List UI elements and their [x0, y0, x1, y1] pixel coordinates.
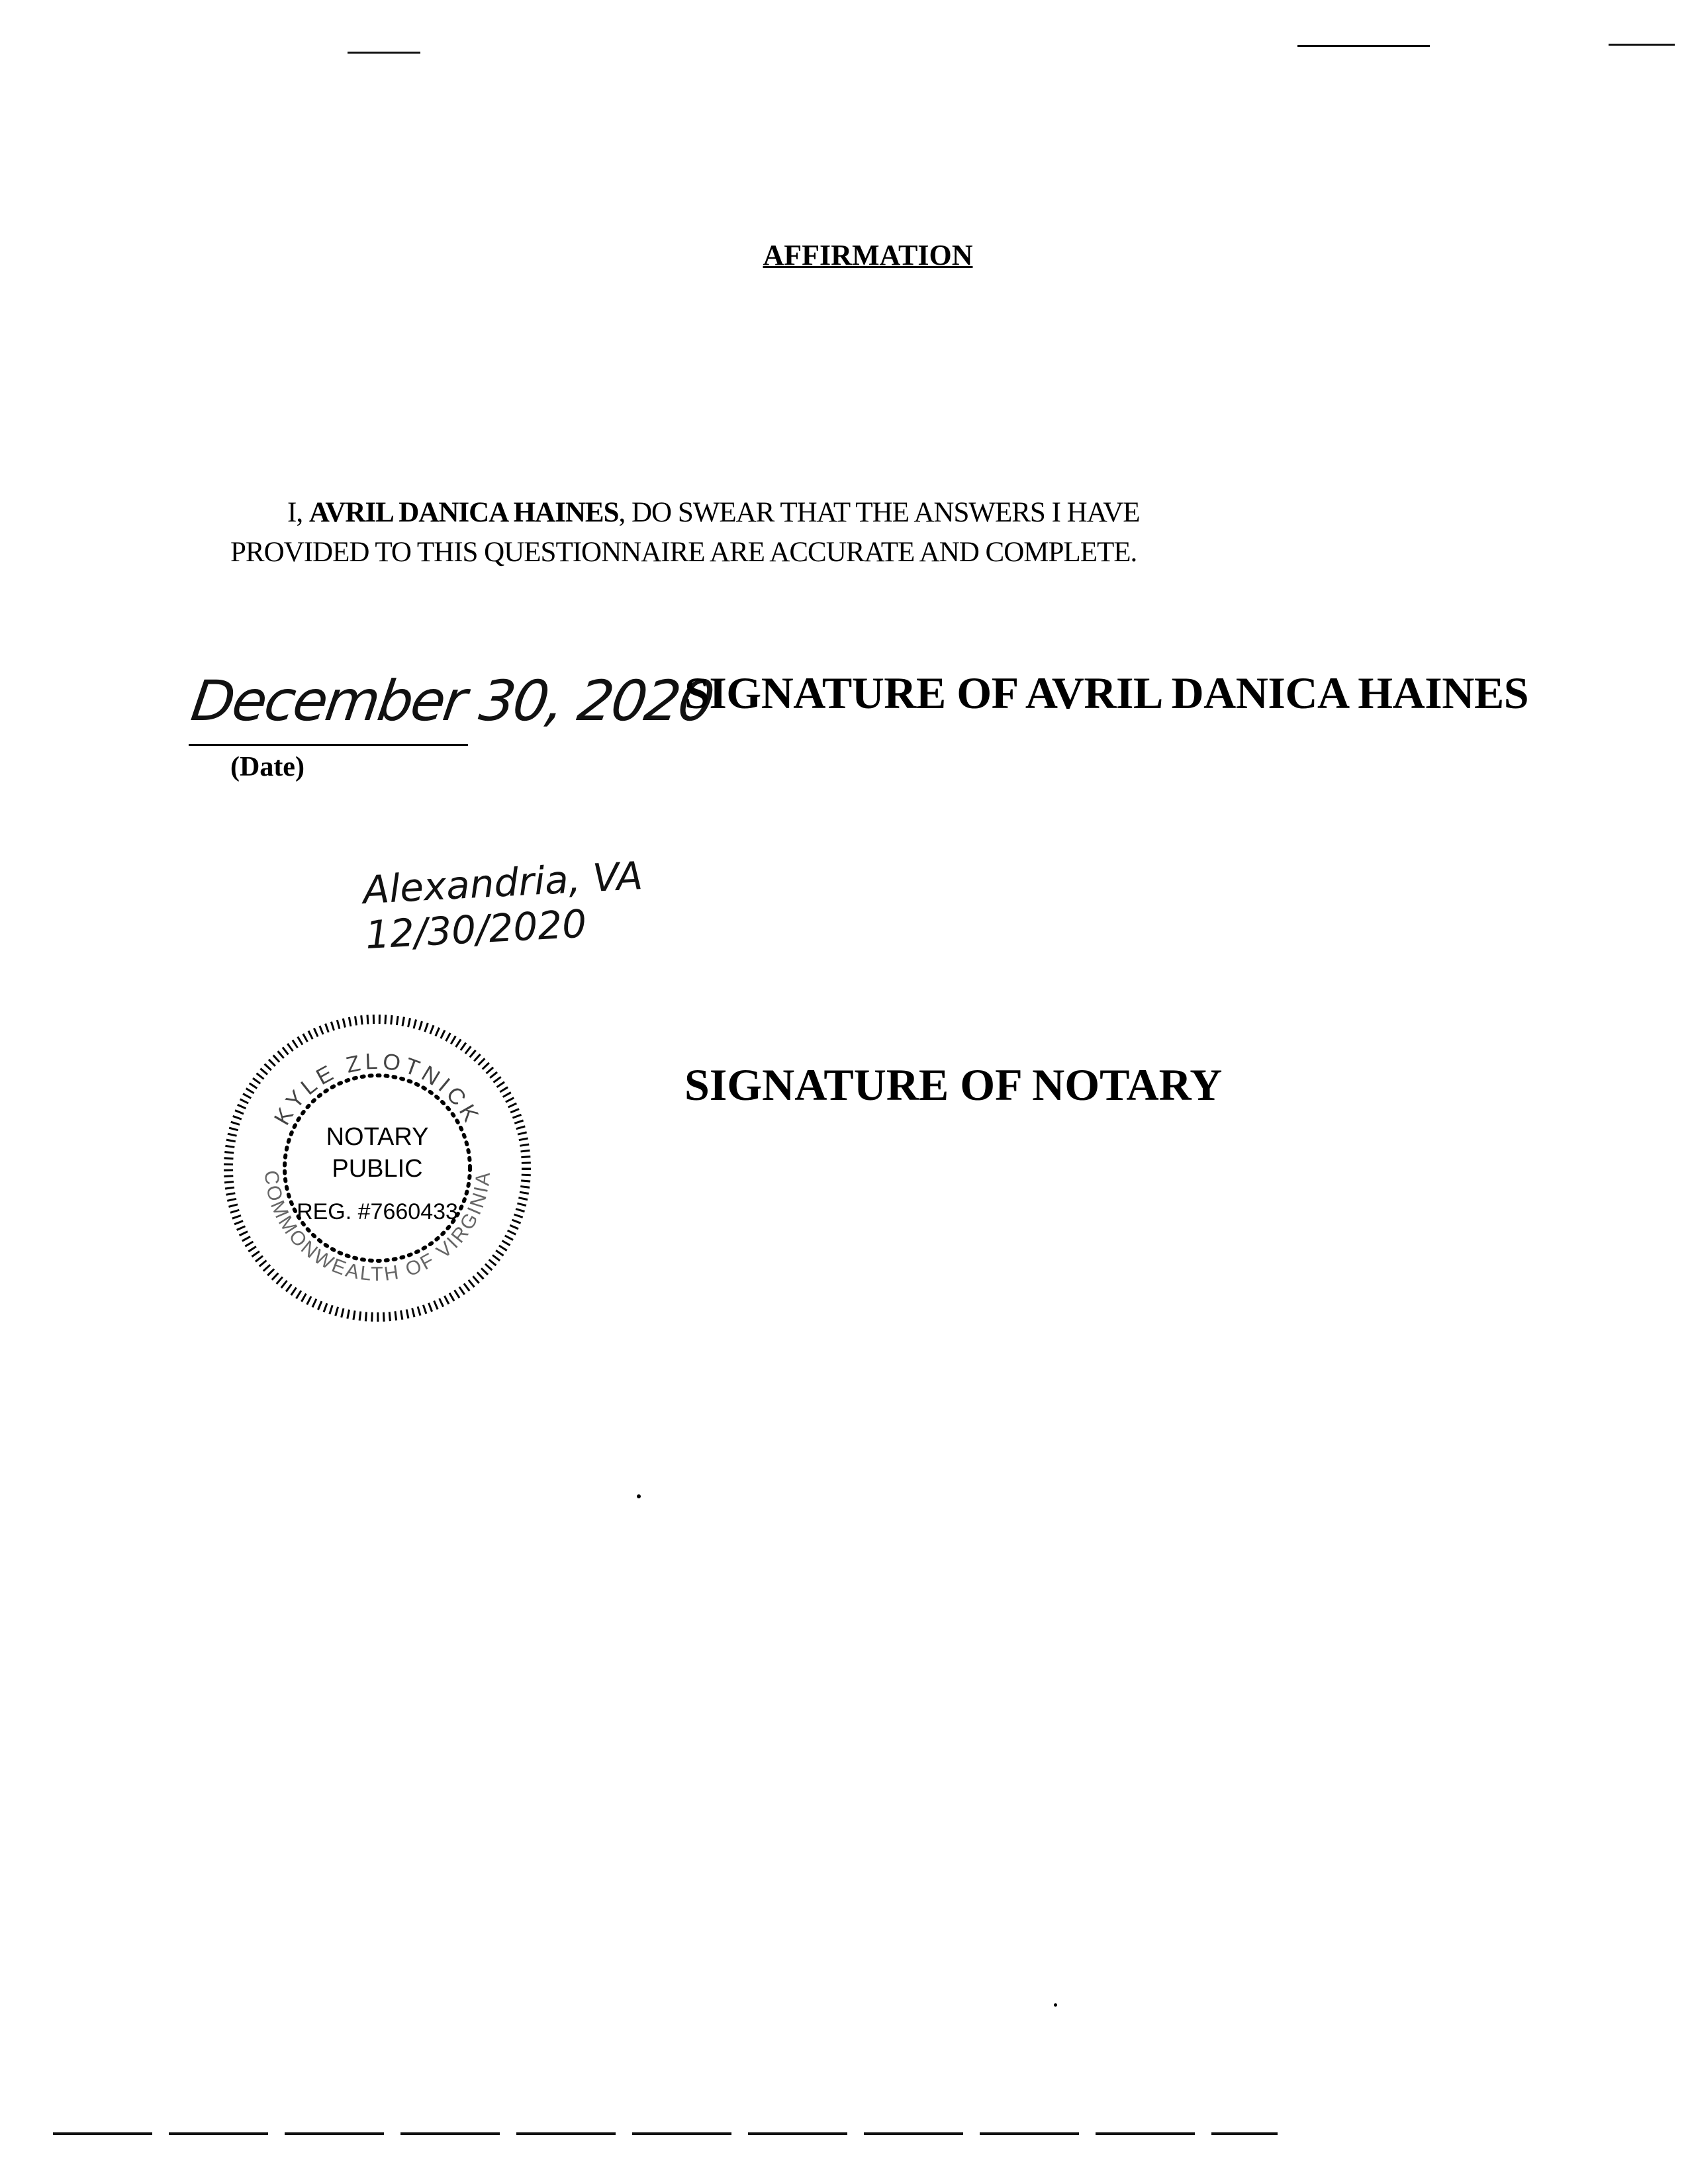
scan-artifact — [1609, 44, 1675, 46]
seal-top-text: KYLE ZLOTNICK — [269, 1048, 486, 1130]
date-line — [189, 744, 468, 746]
handwritten-notary-date: 12/30/2020 — [364, 901, 588, 958]
date-label: (Date) — [230, 752, 305, 782]
notary-seal — [218, 1009, 536, 1327]
seal-bottom-text: COMMONWEALTH OF VIRGINIA — [259, 1169, 495, 1286]
scan-artifact — [1297, 45, 1430, 47]
document-title: AFFIRMATION — [763, 239, 973, 271]
scan-artifact — [348, 52, 420, 54]
affiant-name: AVRIL DANICA HAINES — [308, 497, 619, 528]
handwritten-date: December 30, 2020 — [187, 668, 717, 733]
scan-artifact — [53, 2132, 1278, 2135]
affirmation-line1: , DO SWEAR THAT THE ANSWERS I HAVE — [618, 497, 1140, 528]
seal-line1: NOTARY — [326, 1123, 429, 1151]
handwritten-place — [362, 853, 646, 958]
scan-artifact — [1054, 2003, 1057, 2007]
affirmation-prefix: I, — [287, 497, 309, 528]
seal-registration: REG. #7660433 — [297, 1199, 458, 1224]
affirmation-line2: PROVIDED TO THIS QUESTIONNAIRE ARE ACCURATE AND COMPLETE. — [230, 537, 1137, 568]
scan-artifact — [637, 1494, 641, 1498]
notary-signature-label: SIGNATURE OF NOTARY — [684, 1060, 1223, 1110]
seal-line2: PUBLIC — [332, 1155, 423, 1183]
affirmation-statement — [230, 493, 1140, 572]
affiant-signature-label: SIGNATURE OF AVRIL DANICA HAINES — [684, 668, 1529, 718]
handwritten-location: Alexandria, VA — [361, 853, 644, 913]
